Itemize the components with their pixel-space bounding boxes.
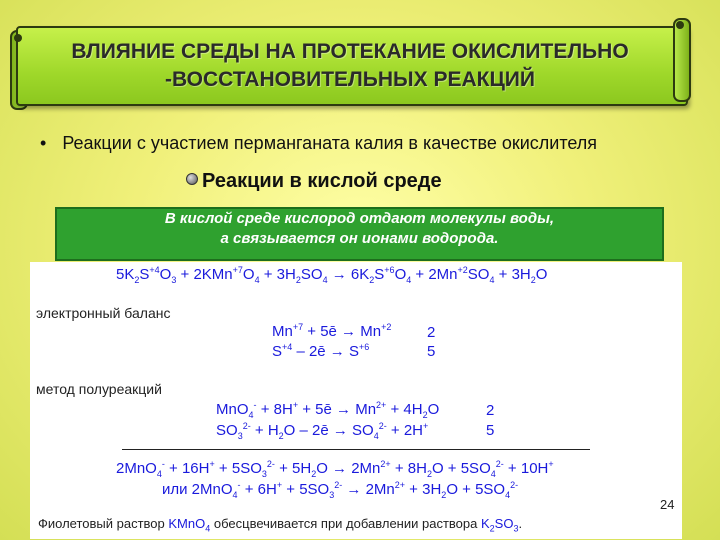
balance-eq-1: $Mn^{+7}$ + 5ē → $Mn^{+2}$: [272, 322, 392, 340]
footer-middle: обесцвечивается при добавлении раствора: [210, 516, 481, 531]
subheading-text: Реакции в кислой среде: [202, 170, 442, 192]
note-line-1: В кислой среде кислород отдают молекулы воды,: [164, 210, 555, 227]
curl-dot: [676, 21, 684, 29]
footer-k2so3-sub2: 3: [513, 523, 519, 534]
title-line-1: ВЛИЯНИЕ СРЕДЫ НА ПРОТЕКАНИЕ ОКИСЛИТЕЛЬНО: [71, 40, 629, 63]
bullet-item: [40, 133, 597, 154]
curl-dot-left: [14, 34, 22, 42]
half-coef-1: 2: [486, 402, 495, 419]
label-electron-balance: электронный баланс: [36, 305, 171, 321]
main-equation: $5K_2S^{+4}O_3 + 2KMn^{+7}O_4 + 3H_2SO_4 \to 6K_2S^{+6}O_4 + 2Mn^{+2}SO_4 + 3H_2O$: [116, 265, 548, 285]
footer-end: .: [518, 516, 523, 531]
footer-kmno4-sub: 4: [205, 523, 211, 534]
slide-title: [30, 38, 670, 94]
subheading: [186, 170, 442, 193]
footer-k2so3: [480, 516, 519, 534]
footer-k2so3-so: SO: [494, 516, 514, 531]
balance-eq-2: $S^{+4}$ – 2ē → $S^{+6}$: [272, 342, 370, 360]
note-box: [55, 207, 664, 261]
scroll-curl-right: [673, 18, 691, 102]
half-eq-2: $SO_3^{2-} + H_2O$ – 2ē → $SO_4^{2-} + 2H^+$: [216, 421, 429, 441]
footer-k2so3-k: K: [480, 516, 490, 531]
footer-note: [38, 516, 522, 534]
balance-coef-2: 5: [427, 343, 436, 360]
balance-coef-1: 2: [427, 324, 436, 341]
equations-panel: [30, 262, 682, 539]
footer-prefix: Фиолетовый раствор: [38, 516, 169, 531]
sphere-bullet-icon: [186, 173, 198, 185]
page-number: 24: [660, 497, 675, 512]
footer-kmno4: [168, 516, 211, 534]
footer-kmno4-base: KMnO: [168, 516, 206, 531]
title-line-2: -ВОССТАНОВИТЕЛЬНЫХ РЕАКЦИЙ: [165, 68, 535, 91]
footer-k2so3-sub1: 2: [489, 523, 495, 534]
divider-line: [122, 449, 590, 450]
half-coef-2: 5: [486, 422, 495, 439]
bullet-text: Реакции с участием перманганата калия в качестве окислителя: [62, 133, 598, 153]
ionic-equation: $2MnO_4^- + 16H^+ + 5SO_3^{2-} + 5H_2O \to 2Mn^{2+} + 8H_2O + 5SO_4^{2-} + 10H^+$: [116, 459, 554, 479]
label-half-reactions: метод полуреакций: [36, 381, 162, 397]
ionic-equation-simplified: или $2MnO_4^- + 6H^+ + 5SO_3^{2-} \to 2Mn^{2+} + 3H_2O + 5SO_4^{2-}$: [162, 480, 519, 500]
bullet-icon: •: [40, 133, 47, 153]
half-eq-1: MnO$_4$- + 8H+ + 5ē → $Mn^{2+} + 4H_2O$: [216, 400, 440, 420]
note-line-2: а связывается он ионами водорода.: [220, 230, 499, 247]
